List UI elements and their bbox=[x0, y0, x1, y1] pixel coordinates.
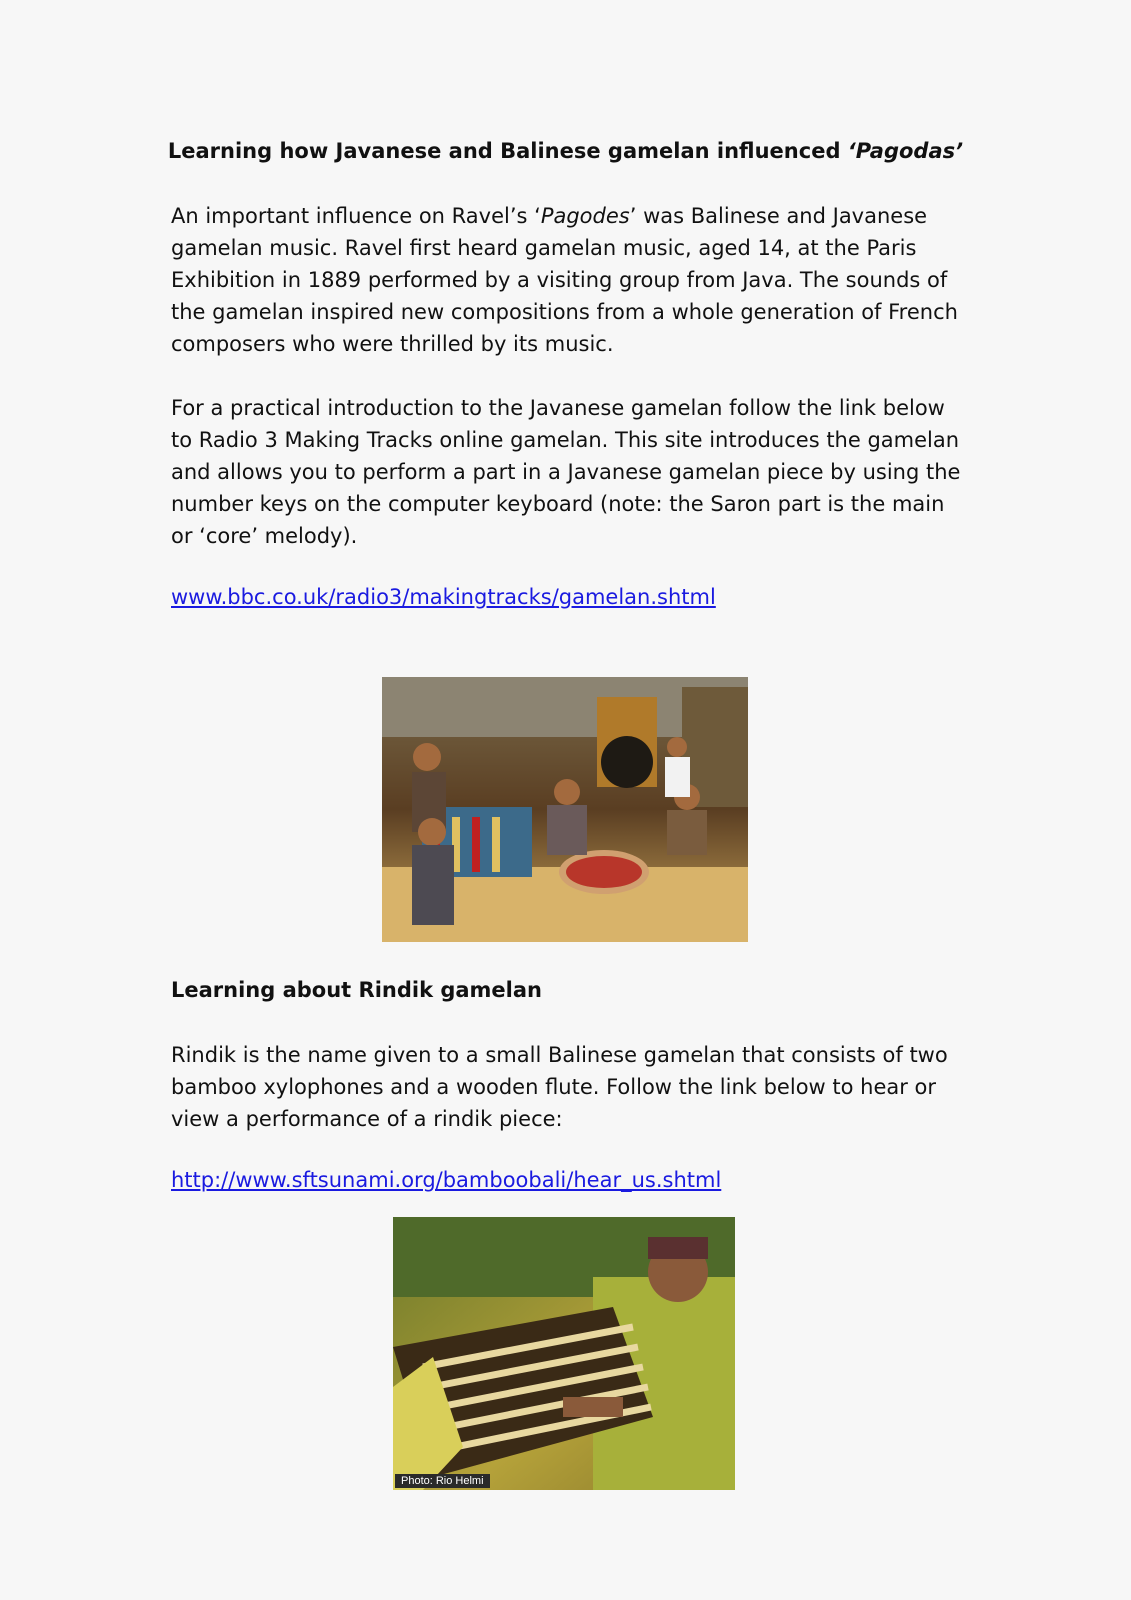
rindik-heading: Learning about Rindik gamelan bbox=[171, 978, 542, 1002]
bbc-gamelan-link[interactable]: www.bbc.co.uk/radio3/makingtracks/gamelan.shtml bbox=[171, 585, 716, 609]
rindik-paragraph: Rindik is the name given to a small Balinese gamelan that consists of two bamboo xylophones and a wooden flute. Follow the link below to hear or view a performance of a rindik piece: bbox=[171, 1043, 948, 1131]
photo-credit: Photo: Rio Helmi bbox=[395, 1474, 490, 1488]
practical-intro-paragraph: For a practical introduction to the Javanese gamelan follow the link below to Radio 3 Making Tracks online gamelan. This site introduces the gamelan and allows you to perform a part in a Javanese gamelan piece by using the number keys on the computer keyboard (note: the Saron part is the main or ‘core’ melody). bbox=[171, 396, 961, 548]
rindik-link[interactable]: http://www.sftsunami.org/bamboobali/hear_us.shtml bbox=[171, 1168, 722, 1192]
rindik-photo bbox=[393, 1217, 735, 1490]
intro-paragraph: An important influence on Ravel’s ‘Pagodes’ was Balinese and Javanese gamelan music. Ravel first heard gamelan music, aged 14, at the Paris Exhibition in 1889 performed by a visiting group from Java. The sounds of the gamelan inspired new compositions from a whole generation of French composers who were thrilled by its music. bbox=[171, 204, 958, 356]
title-italic-text: ‘Pagodas’ bbox=[847, 139, 964, 163]
gamelan-ensemble-photo bbox=[382, 677, 748, 942]
title-text: Learning how Javanese and Balinese gamelan influenced bbox=[167, 139, 848, 163]
page-title bbox=[0, 139, 1131, 163]
